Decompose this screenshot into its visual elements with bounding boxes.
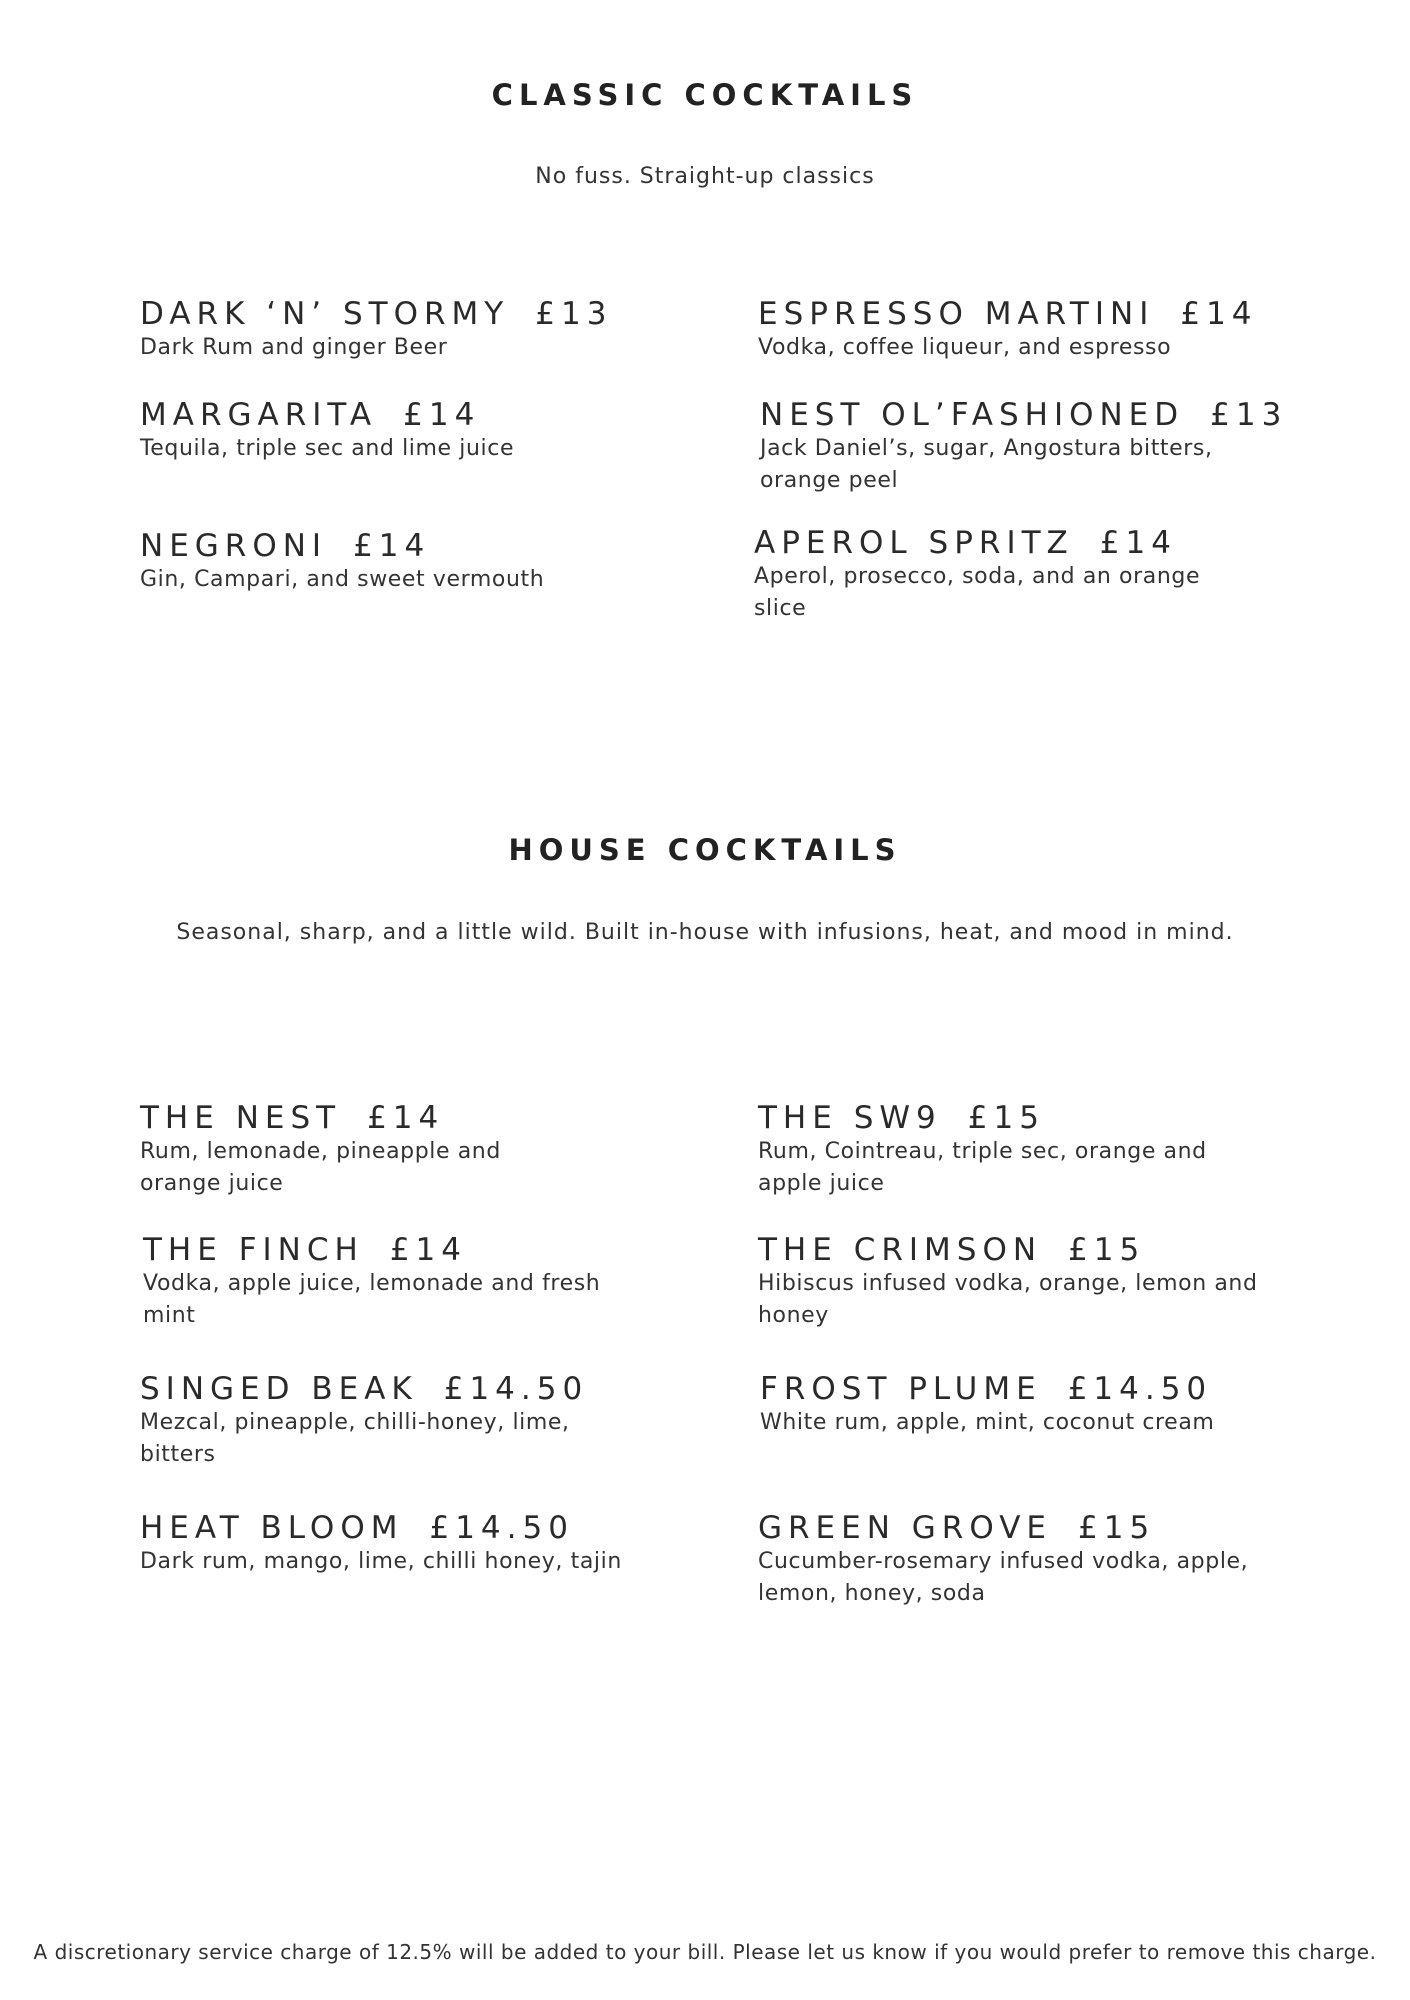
item-price: £14 — [389, 1232, 467, 1268]
item-name: THE NEST — [140, 1100, 342, 1136]
item-price: £14.50 — [429, 1510, 574, 1546]
item-name-line — [758, 1100, 1228, 1136]
item-name-line — [140, 296, 613, 332]
item-name: THE SW9 — [758, 1100, 942, 1136]
item-description: Tequila, triple sec and lime juice — [140, 436, 515, 461]
house-section-title: HOUSE COCKTAILS — [508, 833, 902, 867]
item-name-line — [758, 1232, 1268, 1268]
item-price: £13 — [535, 296, 613, 332]
menu-item — [140, 1510, 700, 1578]
item-price: £14 — [1099, 525, 1177, 561]
menu-item — [758, 1510, 1268, 1610]
item-description: Hibiscus infused vodka, orange, lemon and honey — [758, 1271, 1258, 1328]
item-price: £15 — [1068, 1232, 1146, 1268]
house-section-subtitle: Seasonal, sharp, and a little wild. Built in-house with infusions, heat, and mood in mind. — [176, 920, 1234, 945]
menu-item — [754, 525, 1224, 625]
item-price: £14.50 — [1067, 1371, 1213, 1407]
menu-item — [140, 528, 660, 596]
menu-item — [758, 1100, 1228, 1200]
item-price: £15 — [967, 1100, 1045, 1136]
item-price: £14 — [403, 397, 481, 433]
classic-section-subtitle: No fuss. Straight-up classics — [535, 164, 875, 189]
item-description: Cucumber-rosemary infused vodka, apple, lemon, honey, soda — [758, 1549, 1249, 1606]
menu-item — [760, 1371, 1280, 1439]
item-price: £15 — [1078, 1510, 1156, 1546]
item-price: £14 — [353, 528, 431, 564]
item-name-line — [140, 397, 610, 433]
item-name-line — [143, 1232, 623, 1268]
item-name: NEST OL’FASHIONED — [760, 397, 1185, 433]
item-description: Vodka, coffee liqueur, and espresso — [758, 335, 1172, 360]
item-description: Gin, Campari, and sweet vermouth — [140, 567, 545, 592]
item-name: APEROL SPRITZ — [754, 525, 1074, 561]
item-description: Dark rum, mango, lime, chilli honey, tajin — [140, 1549, 622, 1574]
item-description: Aperol, prosecco, soda, and an orange slice — [754, 564, 1201, 621]
item-name: HEAT BLOOM — [140, 1510, 404, 1546]
item-name-line — [140, 1100, 540, 1136]
menu-item — [140, 1371, 600, 1471]
item-name: GREEN GROVE — [758, 1510, 1052, 1546]
menu-item — [760, 397, 1288, 497]
service-charge-note: A discretionary service charge of 12.5% will be added to your bill. Please let us know if you would prefer to remove this charge. — [33, 1940, 1377, 1964]
item-price: £14 — [367, 1100, 445, 1136]
item-name: DARK ‘N’ STORMY — [140, 296, 510, 332]
item-description: Jack Daniel’s, sugar, Angostura bitters, orange peel — [760, 436, 1213, 493]
item-name-line — [758, 296, 1298, 332]
menu-item — [140, 397, 610, 465]
item-description: Dark Rum and ginger Beer — [140, 335, 448, 360]
classic-section-title: CLASSIC COCKTAILS — [491, 78, 919, 112]
item-price: £13 — [1210, 397, 1288, 433]
item-name: ESPRESSO MARTINI — [758, 296, 1155, 332]
item-price: £14 — [1180, 296, 1258, 332]
item-description: Mezcal, pineapple, chilli-honey, lime, bitters — [140, 1410, 570, 1467]
item-price: £14.50 — [443, 1371, 589, 1407]
item-name-line — [140, 1371, 600, 1407]
item-name: THE CRIMSON — [758, 1232, 1043, 1268]
item-description: Rum, Cointreau, triple sec, orange and apple juice — [758, 1139, 1207, 1196]
menu-item — [758, 1232, 1268, 1332]
item-name: FROST PLUME — [760, 1371, 1042, 1407]
item-name-line — [140, 528, 660, 564]
item-description: Rum, lemonade, pineapple and orange juice — [140, 1139, 501, 1196]
item-name-line — [754, 525, 1224, 561]
item-description: White rum, apple, mint, coconut cream — [760, 1410, 1215, 1435]
item-name: THE FINCH — [143, 1232, 364, 1268]
item-name-line — [758, 1510, 1268, 1546]
menu-item — [140, 296, 613, 364]
item-name-line — [760, 397, 1288, 433]
item-name: SINGED BEAK — [140, 1371, 418, 1407]
menu-item — [758, 296, 1298, 364]
item-name-line — [760, 1371, 1280, 1407]
item-name: NEGRONI — [140, 528, 328, 564]
item-name: MARGARITA — [140, 397, 378, 433]
menu-item — [140, 1100, 540, 1200]
item-name-line — [140, 1510, 700, 1546]
menu-item — [143, 1232, 623, 1332]
item-description: Vodka, apple juice, lemonade and fresh mint — [143, 1271, 601, 1328]
